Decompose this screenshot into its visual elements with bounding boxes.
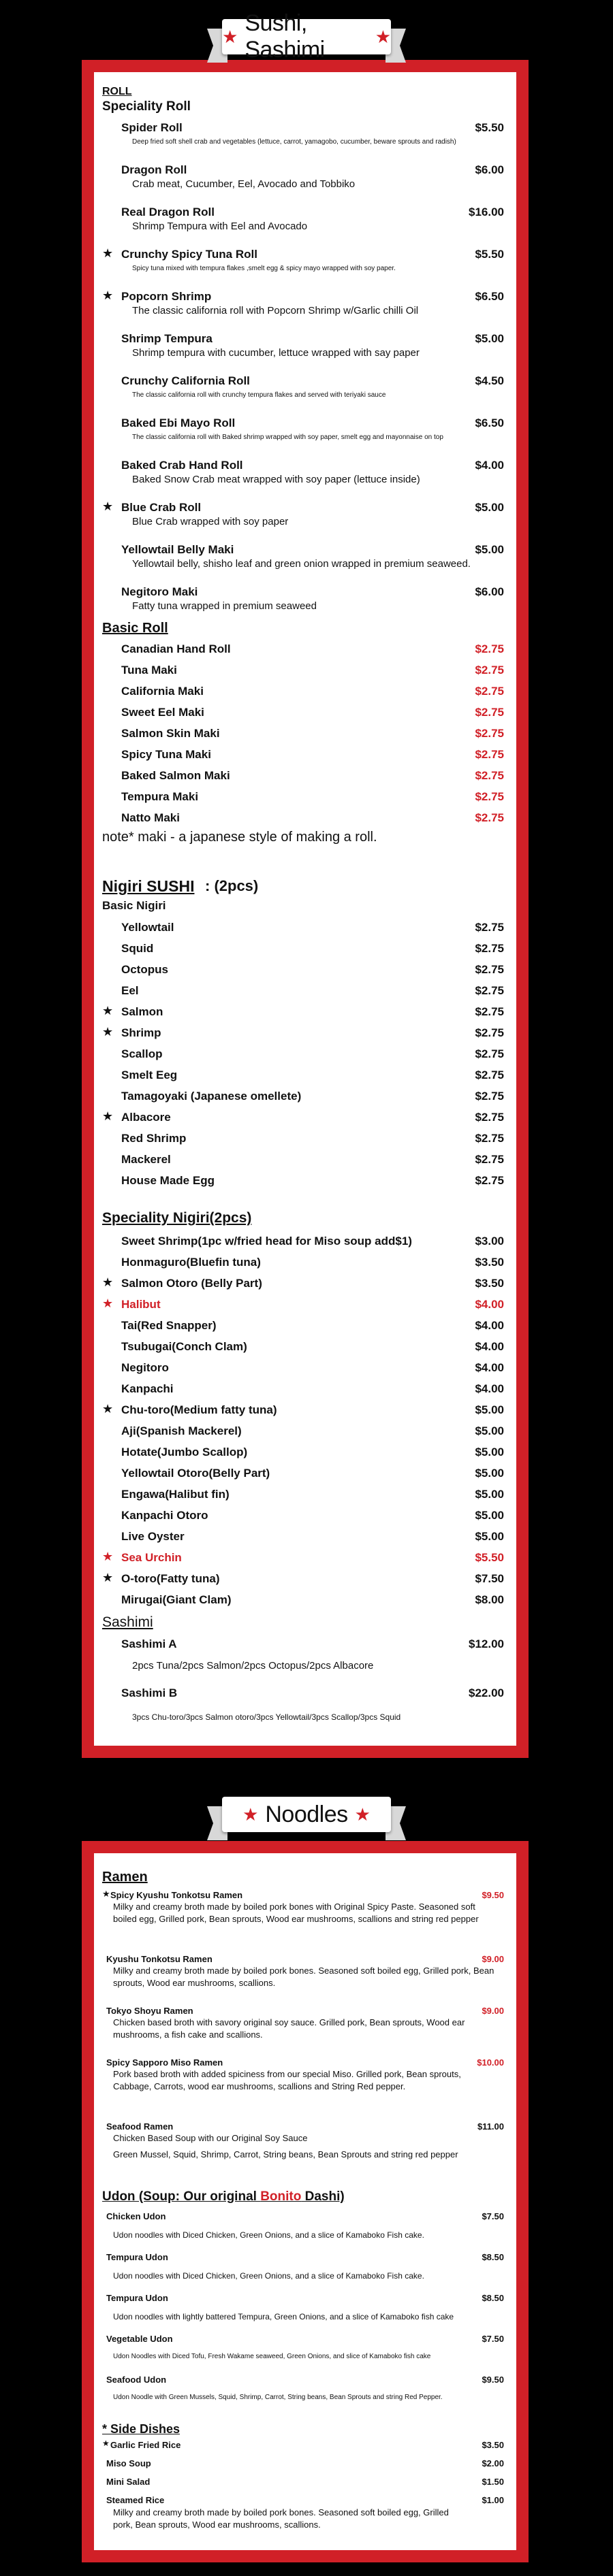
menu-item-price: $22.00 bbox=[469, 1686, 504, 1699]
menu-item-name: Negitoro bbox=[121, 1361, 169, 1374]
menu-item-price: $5.50 bbox=[475, 1551, 504, 1564]
menu-item-name: Vegetable Udon bbox=[106, 2334, 173, 2344]
star-icon: ★ bbox=[354, 1804, 371, 1825]
menu-item-price: $4.00 bbox=[475, 1382, 504, 1395]
menu-item-name: Yellowtail Belly Maki bbox=[121, 543, 234, 556]
menu-item-name: Mini Salad bbox=[106, 2477, 151, 2487]
menu-item-price: $2.75 bbox=[475, 706, 504, 719]
ribbon bbox=[222, 10, 391, 63]
menu-item-description: Green Mussel, Squid, Shrimp, Carrot, String beans, Bean Sprouts and string red pepper bbox=[113, 2149, 458, 2159]
menu-item-description: Blue Crab wrapped with soy paper bbox=[132, 516, 289, 527]
menu-item-price: $5.00 bbox=[475, 1530, 504, 1543]
star-icon: ★ bbox=[102, 1275, 114, 1289]
menu-item-price: $2.75 bbox=[475, 1153, 504, 1166]
menu-item-description: Chicken Based Soup with our Original Soy Sauce bbox=[113, 2133, 308, 2143]
menu-item-description: Udon noodles with Diced Chicken, Green Onions, and a slice of Kamaboko Fish cake. bbox=[113, 2230, 424, 2240]
menu-item-name: Tempura Udon bbox=[106, 2252, 168, 2262]
menu-item-name: Sweet Shrimp(1pc w/fried head for Miso soup add$1) bbox=[121, 1235, 412, 1248]
menu-item-price: $3.00 bbox=[475, 1235, 504, 1248]
menu-item-price: $8.00 bbox=[475, 1593, 504, 1606]
menu-item-price: $12.00 bbox=[469, 1637, 504, 1650]
udon-title-part: Dashi) bbox=[301, 2189, 345, 2204]
udon-title bbox=[102, 2189, 345, 2204]
menu-item-price: $5.00 bbox=[475, 1488, 504, 1501]
menu-item-price: $16.00 bbox=[469, 206, 504, 218]
menu-item-price: $2.75 bbox=[475, 984, 504, 997]
menu-item-name: Sashimi A bbox=[121, 1637, 177, 1650]
menu-item-description: Udon Noodle with Green Mussels, Squid, Shrimp, Carrot, String beans, Bean Sprouts and string Red Pepper. bbox=[113, 2394, 443, 2401]
udon-title-part: Bonito bbox=[260, 2189, 302, 2204]
menu-item-price: $7.50 bbox=[475, 1572, 504, 1585]
menu-item-name: Chu-toro(Medium fatty tuna) bbox=[121, 1403, 277, 1416]
side-dishes-title: * Side Dishes bbox=[102, 2422, 180, 2436]
menu-item-name: Yellowtail Otoro(Belly Part) bbox=[121, 1467, 270, 1480]
menu-item-name: Baked Crab Hand Roll bbox=[121, 459, 243, 472]
noodles-menu-paper bbox=[94, 1853, 516, 2550]
star-icon: ★ bbox=[102, 2439, 110, 2448]
menu-item-name: Canadian Hand Roll bbox=[121, 642, 231, 655]
menu-item-price: $6.50 bbox=[475, 417, 504, 429]
menu-item-price: $7.50 bbox=[482, 2334, 504, 2344]
sushi-menu-panel bbox=[82, 60, 529, 1758]
menu-item-price: $4.00 bbox=[475, 1319, 504, 1332]
roll-label: ROLL bbox=[102, 86, 132, 97]
basic-nigiri-title: Basic Nigiri bbox=[102, 899, 166, 912]
menu-item-price: $3.50 bbox=[482, 2440, 504, 2450]
maki-note: note* maki - a japanese style of making a roll. bbox=[102, 830, 377, 845]
menu-item-name: Dragon Roll bbox=[121, 163, 187, 176]
menu-item-description: Milky and creamy broth made by boiled pork bones with Original Spicy Paste. Seasoned soft boiled egg, Grilled pork, Bean sprouts, Wood ear mushrooms, scallions and string red pepper bbox=[113, 1902, 479, 1924]
menu-item-name: Crunchy Spicy Tuna Roll bbox=[121, 248, 257, 261]
menu-item-name: Popcorn Shrimp bbox=[121, 290, 212, 303]
menu-item-price: $9.00 bbox=[482, 2006, 504, 2016]
noodles-menu-panel bbox=[82, 1841, 529, 2562]
menu-item-price: $6.00 bbox=[475, 163, 504, 176]
menu-item-name: Seafood Udon bbox=[106, 2375, 167, 2385]
menu-item-name: Negitoro Maki bbox=[121, 585, 198, 598]
menu-item-name: Tai(Red Snapper) bbox=[121, 1319, 217, 1332]
menu-item-description: Udon noodles with Diced Chicken, Green Onions, and a slice of Kamaboko Fish cake. bbox=[113, 2271, 424, 2281]
menu-item-price: $7.50 bbox=[482, 2211, 504, 2221]
star-icon: ★ bbox=[102, 1550, 114, 1563]
menu-item-name: Red Shrimp bbox=[121, 1132, 187, 1145]
menu-item-name: Real Dragon Roll bbox=[121, 206, 215, 218]
menu-item-price: $2.75 bbox=[475, 769, 504, 782]
star-icon: ★ bbox=[375, 26, 391, 47]
menu-item-price: $4.00 bbox=[475, 459, 504, 472]
menu-item-price: $9.50 bbox=[482, 1890, 504, 1900]
menu-item-description: Fatty tuna wrapped in premium seaweed bbox=[132, 600, 317, 612]
menu-item-price: $2.75 bbox=[475, 963, 504, 976]
menu-item-name: Tuna Maki bbox=[121, 664, 177, 676]
menu-item-name: Sashimi B bbox=[121, 1686, 178, 1699]
menu-item-name: Smelt Eeg bbox=[121, 1069, 178, 1081]
sushi-menu-paper bbox=[94, 72, 516, 1746]
menu-item-price: $5.00 bbox=[475, 1424, 504, 1437]
menu-item-price: $2.75 bbox=[475, 1047, 504, 1060]
menu-item-price: $9.00 bbox=[482, 1954, 504, 1964]
sashimi-title: Sashimi bbox=[102, 1614, 153, 1630]
menu-item-price: $5.00 bbox=[475, 332, 504, 345]
menu-item-description: Crab meat, Cucumber, Eel, Avocado and Tobbiko bbox=[132, 178, 356, 190]
menu-item-price: $4.00 bbox=[475, 1361, 504, 1374]
menu-item-price: $4.50 bbox=[475, 374, 504, 387]
menu-item-description: The classic california roll with Baked shrimp wrapped with soy paper, smelt egg and mayonnaise on top bbox=[132, 434, 443, 441]
menu-item-description: Spicy tuna mixed with tempura flakes ,smelt egg & spicy mayo wrapped with soy paper. bbox=[132, 265, 396, 272]
menu-item-name: Steamed Rice bbox=[106, 2495, 165, 2505]
menu-item-price: $2.75 bbox=[475, 1026, 504, 1039]
menu-item-name: Eel bbox=[121, 984, 139, 997]
menu-item-description: The classic california roll with crunchy tempura flakes and served with teriyaki sauce bbox=[132, 391, 386, 399]
star-icon: ★ bbox=[102, 500, 114, 513]
ramen-title: Ramen bbox=[102, 1870, 148, 1885]
menu-item-price: $2.75 bbox=[475, 748, 504, 761]
menu-item-price: $3.50 bbox=[475, 1277, 504, 1290]
menu-item-price: $2.75 bbox=[475, 1111, 504, 1124]
menu-item-name: Salmon Skin Maki bbox=[121, 727, 220, 740]
menu-item-name: California Maki bbox=[121, 685, 204, 698]
menu-item-price: $5.00 bbox=[475, 543, 504, 556]
menu-item-name: Blue Crab Roll bbox=[121, 501, 202, 514]
menu-item-name: Engawa(Halibut fin) bbox=[121, 1488, 230, 1501]
menu-item-description: Shrimp Tempura with Eel and Avocado bbox=[132, 221, 308, 232]
menu-item-price: $2.75 bbox=[475, 790, 504, 803]
noodles-title: Noodles bbox=[265, 1801, 348, 1827]
menu-item-name: Live Oyster bbox=[121, 1530, 185, 1543]
menu-item-name: Crunchy California Roll bbox=[121, 374, 250, 387]
menu-item-name: Tokyo Shoyu Ramen bbox=[106, 2006, 193, 2016]
menu-item-name: Natto Maki bbox=[121, 811, 180, 824]
speciality-roll-title: Speciality Roll bbox=[102, 99, 191, 114]
menu-item-description: Shrimp tempura with cucumber, lettuce wrapped with say paper bbox=[132, 347, 420, 359]
menu-item-name: House Made Egg bbox=[121, 1174, 215, 1187]
menu-item-price: $5.00 bbox=[475, 1467, 504, 1480]
menu-item-price: $5.00 bbox=[475, 501, 504, 514]
menu-item-description: The classic california roll with Popcorn Shrimp w/Garlic chilli Oil bbox=[132, 305, 419, 316]
ribbon bbox=[222, 1797, 391, 1832]
star-icon: ★ bbox=[102, 1297, 114, 1310]
menu-item-name: Spicy Tuna Maki bbox=[121, 748, 211, 761]
menu-item-name: Salmon Otoro (Belly Part) bbox=[121, 1277, 262, 1290]
menu-item-price: $6.50 bbox=[475, 290, 504, 303]
menu-item-name: Kanpachi Otoro bbox=[121, 1509, 208, 1522]
menu-item-description: Udon noodles with lightly battered Tempura, Green Onions, and a slice of Kamaboko fish cake bbox=[113, 2312, 454, 2321]
menu-item-name: Baked Salmon Maki bbox=[121, 769, 230, 782]
menu-item-price: $4.00 bbox=[475, 1298, 504, 1311]
menu-item-name: O-toro(Fatty tuna) bbox=[121, 1572, 220, 1585]
menu-item-name: Seafood Ramen bbox=[106, 2121, 174, 2132]
menu-item-description: Udon Noodles with Diced Tofu, Fresh Wakame seaweed, Green Onions, and slice of Kamaboko fish cake bbox=[113, 2353, 431, 2360]
menu-item-name: Salmon bbox=[121, 1005, 163, 1018]
menu-item-name: Mirugai(Giant Clam) bbox=[121, 1593, 232, 1606]
menu-item-price: $2.75 bbox=[475, 685, 504, 698]
menu-item-price: $8.50 bbox=[482, 2252, 504, 2262]
menu-item-name: Sea Urchin bbox=[121, 1551, 182, 1564]
star-icon: ★ bbox=[102, 289, 114, 302]
nigiri-count: : (2pcs) bbox=[205, 877, 259, 894]
menu-item-price: $2.75 bbox=[475, 1132, 504, 1145]
menu-item-price: $4.00 bbox=[475, 1340, 504, 1353]
menu-item-name: Baked Ebi Mayo Roll bbox=[121, 417, 236, 429]
menu-item-name: Squid bbox=[121, 942, 154, 955]
menu-item-description: Milky and creamy broth made by boiled pork bones. Seasoned soft boiled egg, Grilled pork, Bean sprouts, Wood ear mushrooms, scallions. bbox=[113, 2507, 449, 2530]
menu-item-name: Octopus bbox=[121, 963, 168, 976]
menu-item-name: Spicy Kyushu Tonkotsu Ramen bbox=[110, 1890, 243, 1900]
menu-item-description: Milky and creamy broth made by boiled pork bones. Seasoned soft boiled egg, Grilled pork, Bean sprouts, Wood ear mushrooms, scallions. bbox=[113, 1966, 494, 1988]
star-icon: ★ bbox=[222, 26, 238, 47]
menu-item-name: Honmaguro(Bluefin tuna) bbox=[121, 1256, 261, 1269]
menu-item-price: $2.75 bbox=[475, 1174, 504, 1187]
menu-item-name: Albacore bbox=[121, 1111, 171, 1124]
menu-item-name: Chicken Udon bbox=[106, 2211, 166, 2221]
menu-item-name: Sweet Eel Maki bbox=[121, 706, 204, 719]
menu-item-description: Deep fried soft shell crab and vegetables (lettuce, carrot, yamagobo, cucumber, beware sprouts and radish) bbox=[132, 138, 456, 146]
menu-item-name: Aji(Spanish Mackerel) bbox=[121, 1424, 242, 1437]
menu-item-price: $3.50 bbox=[475, 1256, 504, 1269]
menu-item-name: Mackerel bbox=[121, 1153, 171, 1166]
menu-item-price: $2.75 bbox=[475, 1069, 504, 1081]
menu-item-name: Shrimp Tempura bbox=[121, 332, 213, 345]
star-icon: ★ bbox=[102, 1004, 114, 1017]
menu-item-name: Halibut bbox=[121, 1298, 161, 1311]
menu-item-price: $5.50 bbox=[475, 248, 504, 261]
menu-item-name: Tempura Maki bbox=[121, 790, 199, 803]
menu-item-name: Miso Soup bbox=[106, 2458, 151, 2468]
menu-item-name: Shrimp bbox=[121, 1026, 161, 1039]
udon-title-part: Udon (Soup: Our original bbox=[102, 2189, 261, 2204]
star-icon: ★ bbox=[102, 1402, 114, 1416]
menu-item-price: $10.00 bbox=[477, 2057, 504, 2068]
menu-item-price: $1.50 bbox=[482, 2477, 504, 2487]
sushi-title: Sushi, Sashimi bbox=[245, 10, 325, 63]
menu-item-price: $11.00 bbox=[477, 2121, 504, 2132]
menu-item-description: Chicken based broth with savory original soy sauce. Grilled pork, Bean sprouts, Wood ear mushrooms, a fish cake and scallions. bbox=[113, 2017, 465, 2040]
nigiri-title: Nigiri SUSHI bbox=[102, 877, 195, 895]
menu-item-description: 2pcs Tuna/2pcs Salmon/2pcs Octopus/2pcs Albacore bbox=[132, 1660, 374, 1672]
menu-item-price: $5.00 bbox=[475, 1509, 504, 1522]
speciality-nigiri-title: Speciality Nigiri(2pcs) bbox=[102, 1210, 252, 1226]
menu-item-price: $2.00 bbox=[482, 2458, 504, 2468]
menu-item-price: $2.75 bbox=[475, 1005, 504, 1018]
menu-item-name: Kyushu Tonkotsu Ramen bbox=[106, 1954, 213, 1964]
menu-item-name: Spider Roll bbox=[121, 121, 183, 134]
menu-item-description: Pork based broth with added spiciness from our special Miso. Grilled pork, Bean sprouts, Cabbage, Carrots, wood ear mushrooms, scallions and String Red pepper. bbox=[113, 2069, 461, 2091]
star-icon: ★ bbox=[242, 1804, 259, 1825]
star-icon: ★ bbox=[102, 1889, 110, 1899]
menu-item-price: $8.50 bbox=[482, 2293, 504, 2303]
menu-item-description: 3pcs Chu-toro/3pcs Salmon otoro/3pcs Yellowtail/3pcs Scallop/3pcs Squid bbox=[132, 1712, 401, 1722]
menu-item-price: $2.75 bbox=[475, 642, 504, 655]
menu-item-price: $2.75 bbox=[475, 942, 504, 955]
star-icon: ★ bbox=[102, 1571, 114, 1584]
menu-item-name: Spicy Sapporo Miso Ramen bbox=[106, 2057, 223, 2068]
menu-item-price: $2.75 bbox=[475, 1090, 504, 1103]
menu-item-name: Tamagoyaki (Japanese omellete) bbox=[121, 1090, 302, 1103]
menu-item-name: Scallop bbox=[121, 1047, 163, 1060]
menu-item-price: $1.00 bbox=[482, 2495, 504, 2505]
menu-item-name: Hotate(Jumbo Scallop) bbox=[121, 1446, 248, 1458]
menu-item-price: $2.75 bbox=[475, 664, 504, 676]
menu-item-price: $2.75 bbox=[475, 811, 504, 824]
menu-item-price: $5.00 bbox=[475, 1403, 504, 1416]
menu-item-name: Tempura Udon bbox=[106, 2293, 168, 2303]
basic-roll-title: Basic Roll bbox=[102, 621, 168, 636]
star-icon: ★ bbox=[102, 246, 114, 260]
menu-item-description: Yellowtail belly, shisho leaf and green onion wrapped in premium seaweed. bbox=[132, 558, 471, 570]
menu-item-price: $5.00 bbox=[475, 1446, 504, 1458]
menu-item-price: $2.75 bbox=[475, 727, 504, 740]
menu-item-name: Tsubugai(Conch Clam) bbox=[121, 1340, 247, 1353]
menu-item-description: Baked Snow Crab meat wrapped with soy paper (lettuce inside) bbox=[132, 474, 420, 485]
star-icon: ★ bbox=[102, 1025, 114, 1039]
menu-item-name: Kanpachi bbox=[121, 1382, 174, 1395]
menu-item-price: $5.50 bbox=[475, 121, 504, 134]
menu-item-price: $9.50 bbox=[482, 2375, 504, 2385]
menu-item-name: Yellowtail bbox=[121, 921, 174, 934]
star-icon: ★ bbox=[102, 1109, 114, 1123]
menu-item-name: Garlic Fried Rice bbox=[110, 2440, 181, 2450]
menu-item-price: $2.75 bbox=[475, 921, 504, 934]
menu-item-price: $6.00 bbox=[475, 585, 504, 598]
